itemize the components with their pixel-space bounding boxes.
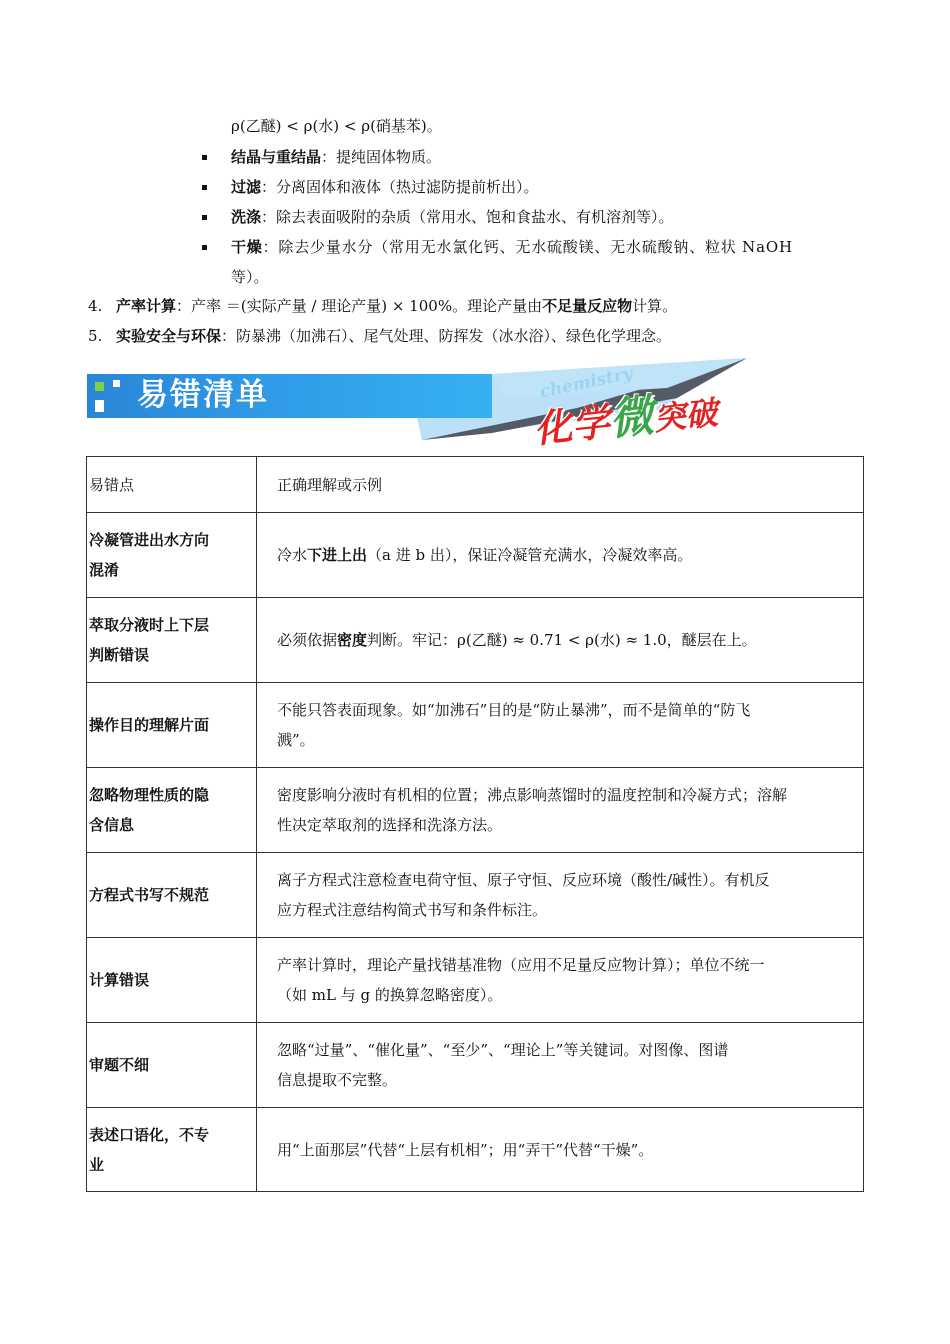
common-mistakes-table: [86, 456, 864, 1192]
table-row: [87, 598, 864, 683]
mistake-point: 计算错误: [87, 938, 257, 1023]
mistake-point: 方程式书写不规范: [87, 853, 257, 938]
table-header-row: [87, 457, 864, 513]
bullet-icon: [202, 215, 207, 220]
section-banner: [87, 358, 747, 452]
mistake-explanation: 冷水下进上出（a 进 b 出），保证冷凝管充满水，冷凝效率高。: [257, 513, 864, 598]
bullet-item-crystallization: 结晶与重结晶：提纯固体物质。: [231, 148, 442, 166]
mistake-explanation: 产率计算时，理论产量找错基准物（应用不足量反应物计算）；单位不统一 （如 mL 与 g 的换算忽略密度）。: [257, 938, 864, 1023]
mistake-explanation: 用“上面那层”代替“上层有机相”；用“弄干”代替“干燥”。: [257, 1108, 864, 1192]
item-5-number: 5.: [88, 327, 103, 345]
header-col-explanation: 正确理解或示例: [257, 457, 864, 513]
bullet-item-filtration: 过滤：分离固体和液体（热过滤防提前析出）。: [231, 178, 539, 196]
banner-chemistry-word: chemistry: [537, 363, 635, 403]
item-5-safety: 实验安全与环保：防暴沸（加沸石）、尾气处理、防挥发（冰水浴）、绿色化学理念。: [116, 327, 672, 345]
bullet-item-drying: 干燥：除去少量水分（常用无水氯化钙、无水硫酸镁、无水硫酸钠、粒状 NaOH: [231, 238, 793, 256]
banner-title: 易错清单: [137, 377, 269, 413]
bullet-icon: [202, 155, 207, 160]
banner-square-icon: [95, 400, 104, 412]
banner-logo: 化学微突破: [531, 390, 720, 452]
table-row: [87, 938, 864, 1023]
banner-square-icon: [95, 382, 104, 391]
mistake-point: 忽略物理性质的隐 含信息: [87, 768, 257, 853]
table-row: [87, 1023, 864, 1108]
mistake-point: 表述口语化，不专 业: [87, 1108, 257, 1192]
mistake-explanation: 不能只答表面现象。如“加沸石”目的是“防止暴沸”，而不是简单的“防飞 溅”。: [257, 683, 864, 768]
bullet-item-drying-cont: 等）。: [231, 268, 269, 286]
table-row: [87, 1108, 864, 1192]
mistake-explanation: 离子方程式注意检查电荷守恒、原子守恒、反应环境（酸性/碱性）。有机反 应方程式注意结构简式书写和条件标注。: [257, 853, 864, 938]
mistake-point: 冷凝管进出水方向 混淆: [87, 513, 257, 598]
table-row: [87, 513, 864, 598]
density-order-line: ρ(乙醚) < ρ(水) < ρ(硝基苯)。: [231, 117, 442, 135]
mistake-point: 萃取分液时上下层 判断错误: [87, 598, 257, 683]
item-4-number: 4.: [88, 297, 103, 315]
bullet-item-washing: 洗涤：除去表面吸附的杂质（常用水、饱和食盐水、有机溶剂等）。: [231, 208, 674, 226]
item-4-yield: 产率计算：产率 ＝(实际产量 / 理论产量) × 100%。理论产量由不足量反应物计算。: [116, 297, 678, 315]
mistake-point: 操作目的理解片面: [87, 683, 257, 768]
table-row: [87, 768, 864, 853]
table-row: [87, 683, 864, 768]
table-row: [87, 853, 864, 938]
bullet-icon: [202, 245, 207, 250]
header-col-mistake: 易错点: [87, 457, 257, 513]
mistake-explanation: 密度影响分液时有机相的位置；沸点影响蒸馏时的温度控制和冷凝方式；溶解 性决定萃取剂的选择和洗涤方法。: [257, 768, 864, 853]
banner-square-icon: [113, 380, 120, 387]
mistake-point: 审题不细: [87, 1023, 257, 1108]
mistake-explanation: 必须依据密度判断。牢记：ρ(乙醚) ≈ 0.71 < ρ(水) ≈ 1.0，醚层在上。: [257, 598, 864, 683]
bullet-icon: [202, 185, 207, 190]
mistake-explanation: 忽略“过量”、“催化量”、“至少”、“理论上”等关键词。对图像、图谱 信息提取不完整。: [257, 1023, 864, 1108]
